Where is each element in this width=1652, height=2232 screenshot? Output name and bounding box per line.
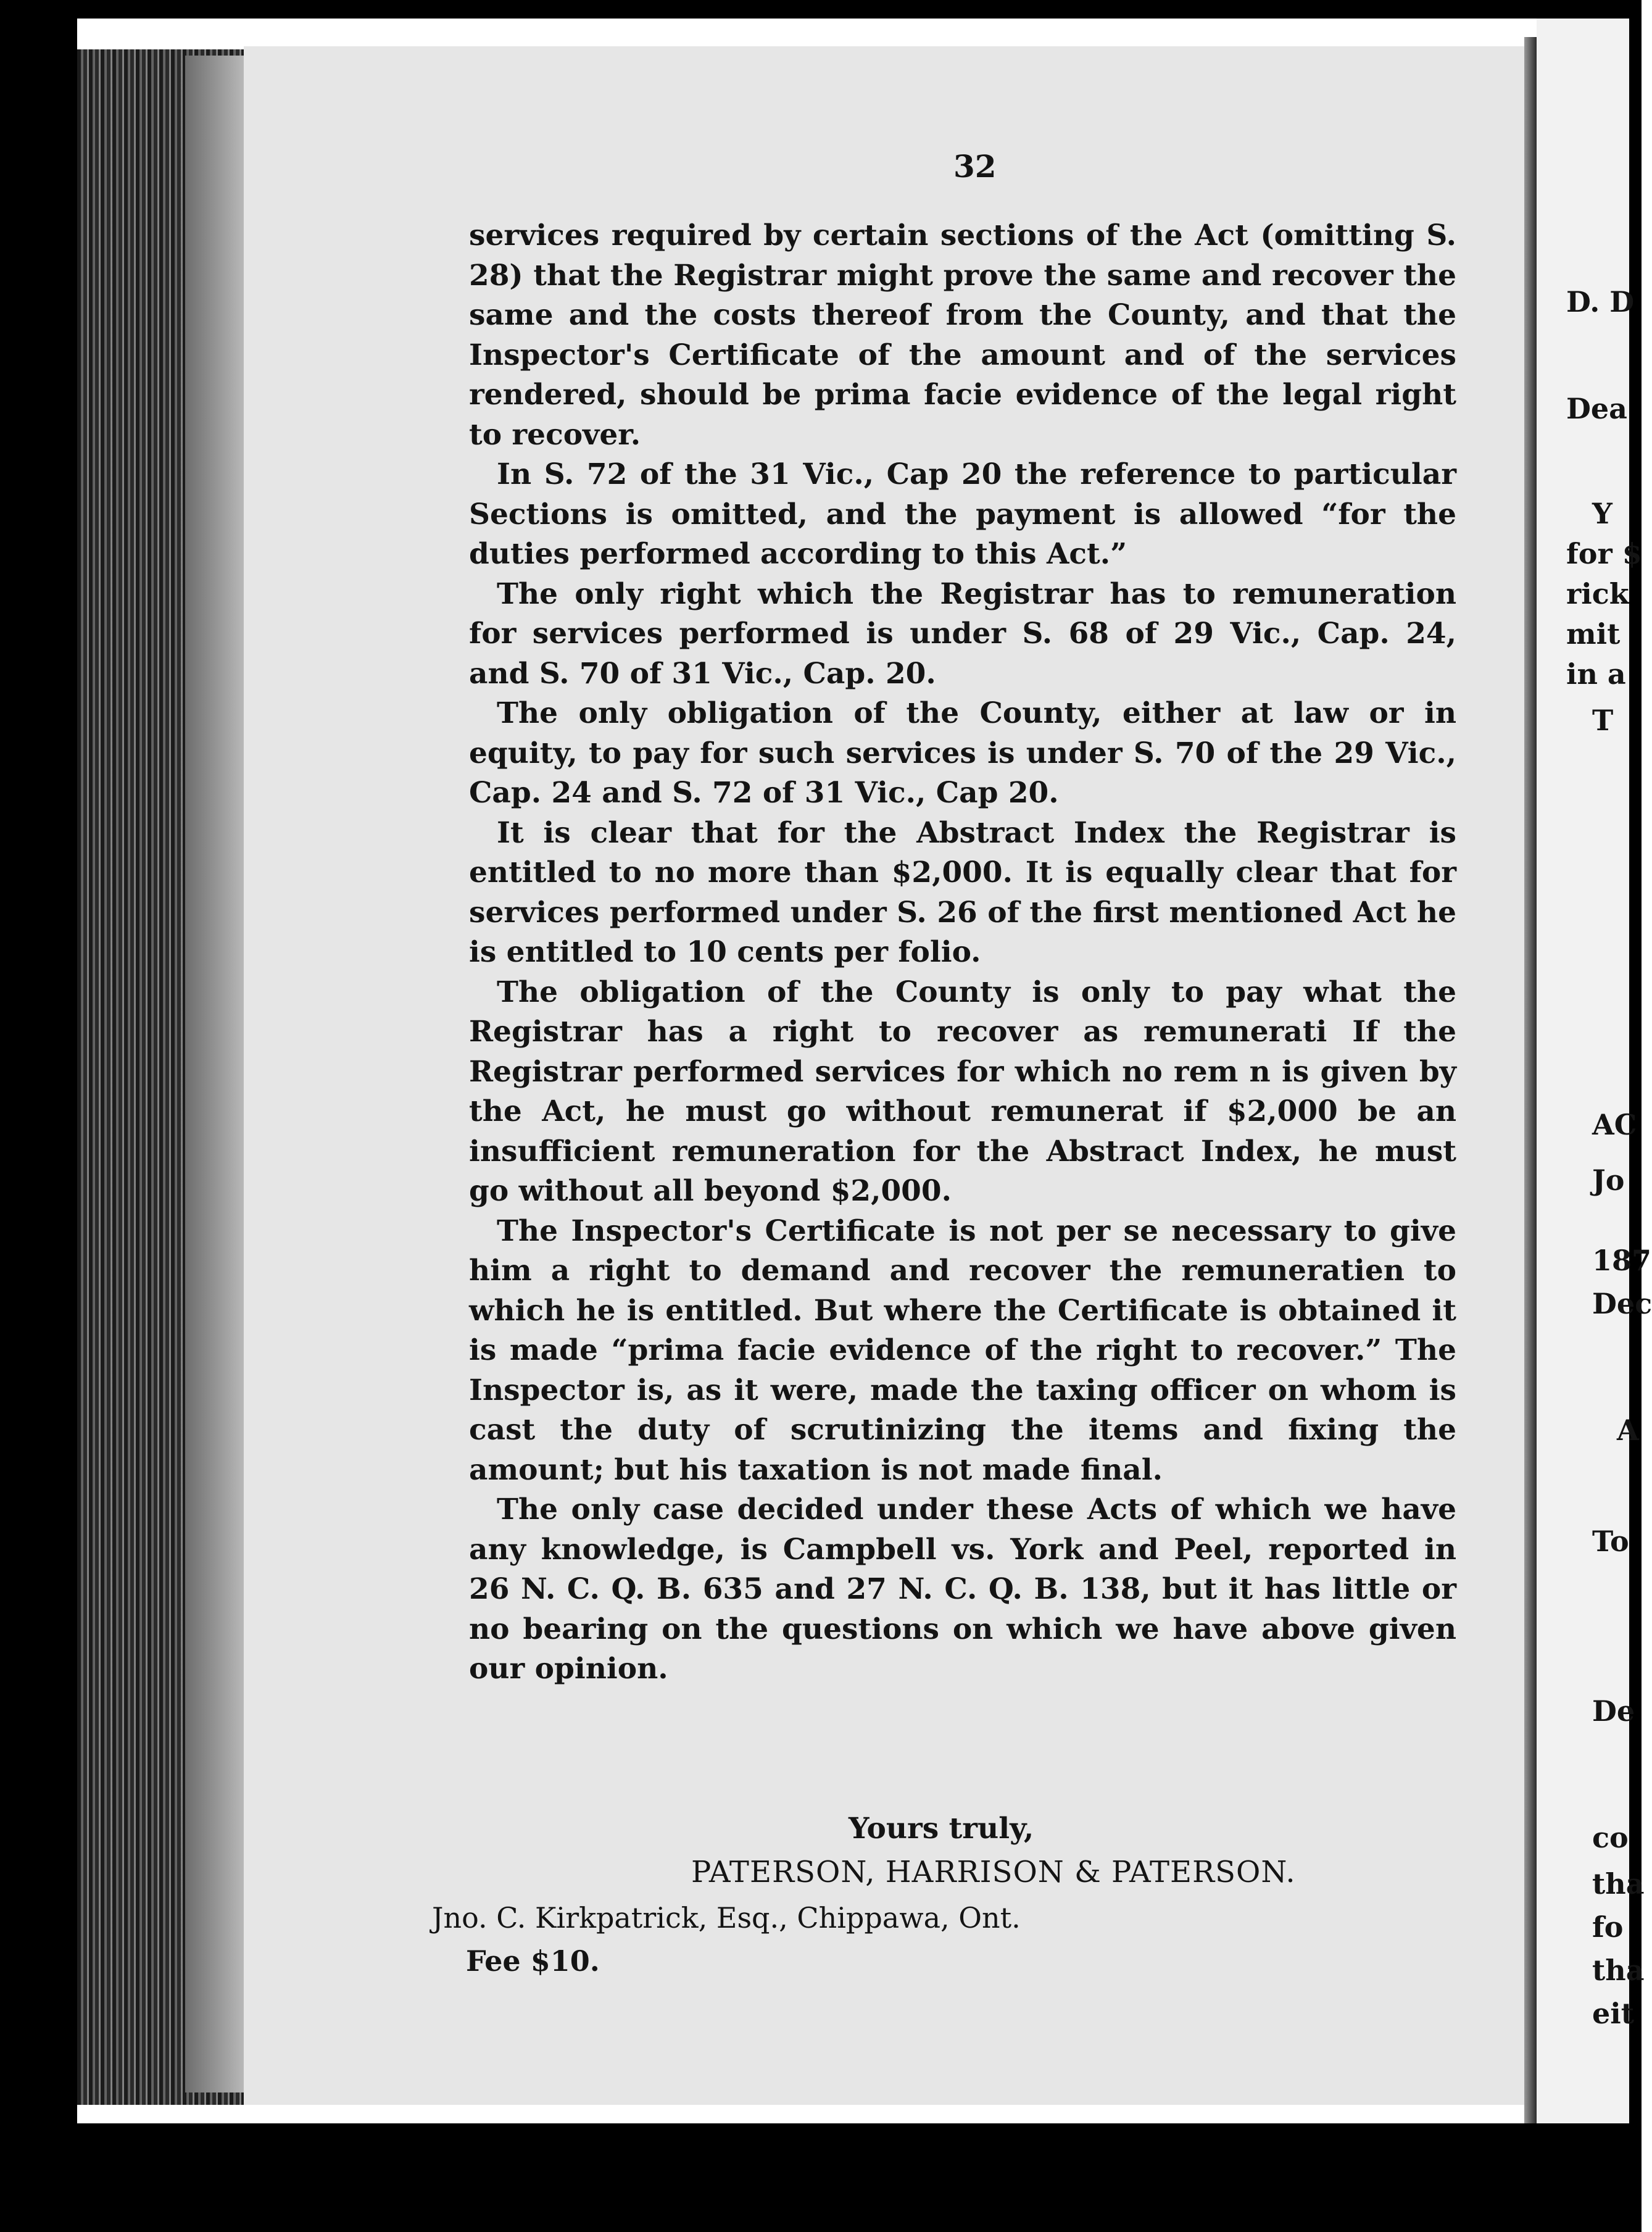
paragraph-6: The obligation of the County is only to pay what the Registrar has a right to recover as remunerati If the Registrar performed services for which no rem n is given by the Act, he must go without remunerat if $2,000 be an insufficient remuneration for the Abstract Index, he must go without all beyond $2,000. <box>469 975 1456 1208</box>
facing-fragment: Y <box>1592 497 1613 530</box>
paragraph-2: In S. 72 of the 31 Vic., Cap 20 the reference to particular Sections is omitted, and the payment is allowed “for the duties performed according to this Act.” <box>469 457 1456 571</box>
facing-fragment: De <box>1592 1694 1635 1728</box>
paragraph-7: The Inspector's Certificate is not per se necessary to give him a right to demand and recover the remuneratien to which he is entitled. But where the Certificate is obtained it is made “prima facie evidence of the right to recover.” The Inspector is, as it were, made the taxing officer on whom is cast the duty of scrutinizing the items and fixing the amount; but his taxation is not made final. <box>469 1214 1456 1487</box>
facing-fragment: D. D <box>1566 285 1635 319</box>
facing-fragment: tha <box>1592 1954 1645 1987</box>
facing-fragment: 187 <box>1592 1244 1652 1277</box>
paragraph-5: It is clear that for the Abstract Index the Registrar is entitled to no more than $2,000. It is equally clear that for services performed under S. 26 of the first mentioned Act he is entitled to 10 cents per folio. <box>469 815 1456 969</box>
paragraph-8: The only case decided under these Acts of which we have any knowledge, is Campbell vs. York and Peel, reported in 26 N. C. Q. B. 635 and 27 N. C. Q. B. 138, but it has little or no bearing on the questions on which we have above given our opinion. <box>469 1493 1456 1686</box>
facing-fragment: for $ <box>1566 537 1642 570</box>
facing-fragment: Dea <box>1566 392 1627 425</box>
scan-border-top <box>0 0 1642 19</box>
facing-fragment: eit <box>1592 1997 1634 2030</box>
paragraph-1: services required by certain sections of the Act (omitting S. 28) that the Registrar might prove the same and recover the same and the costs thereof from the County, and that the Inspector's Certificate of the amount and of the services rendered, should be prima facie evidence of the legal right to recover. <box>469 219 1456 452</box>
closing-salutation: Yours truly, <box>849 1812 1034 1846</box>
letter-body <box>469 216 1456 1689</box>
facing-fragment: Jo <box>1592 1164 1625 1197</box>
paragraph-3: The only right which the Registrar has to remuneration for services performed is under S. 68 of 29 Vic., Cap. 24, and S. 70 of 31 Vic., Cap. 20. <box>469 577 1456 691</box>
signature: PATERSON, HARRISON & PATERSON. <box>691 1855 1296 1889</box>
facing-fragment: tha <box>1592 1867 1645 1901</box>
page-gutter <box>1524 37 1537 2123</box>
addressee: Jno. C. Kirkpatrick, Esq., Chippawa, Ont. <box>432 1901 1021 1934</box>
facing-fragment: T <box>1592 704 1614 737</box>
scan-border-left <box>0 0 77 2232</box>
facing-fragment: Dec <box>1592 1287 1652 1320</box>
facing-fragment: mit <box>1566 617 1621 651</box>
facing-fragment: in a <box>1566 657 1626 691</box>
facing-fragment: A <box>1617 1414 1639 1447</box>
facing-fragment: rick <box>1566 577 1629 610</box>
facing-fragment: co <box>1592 1821 1629 1854</box>
paragraph-4: The only obligation of the County, either at law or in equity, to pay for such services is under S. 70 of the 29 Vic., Cap. 24 and S. 72 of 31 Vic., Cap 20. <box>469 696 1456 810</box>
fee-note: Fee $10. <box>466 1944 600 1978</box>
spine-shadow <box>185 56 244 2092</box>
facing-fragment: fo <box>1592 1910 1624 1944</box>
scan-border-bottom <box>0 2123 1642 2232</box>
page-number: 32 <box>953 148 997 185</box>
facing-page <box>1537 19 1652 2123</box>
facing-fragment: To <box>1592 1525 1629 1558</box>
facing-fragment: AC <box>1592 1108 1637 1141</box>
